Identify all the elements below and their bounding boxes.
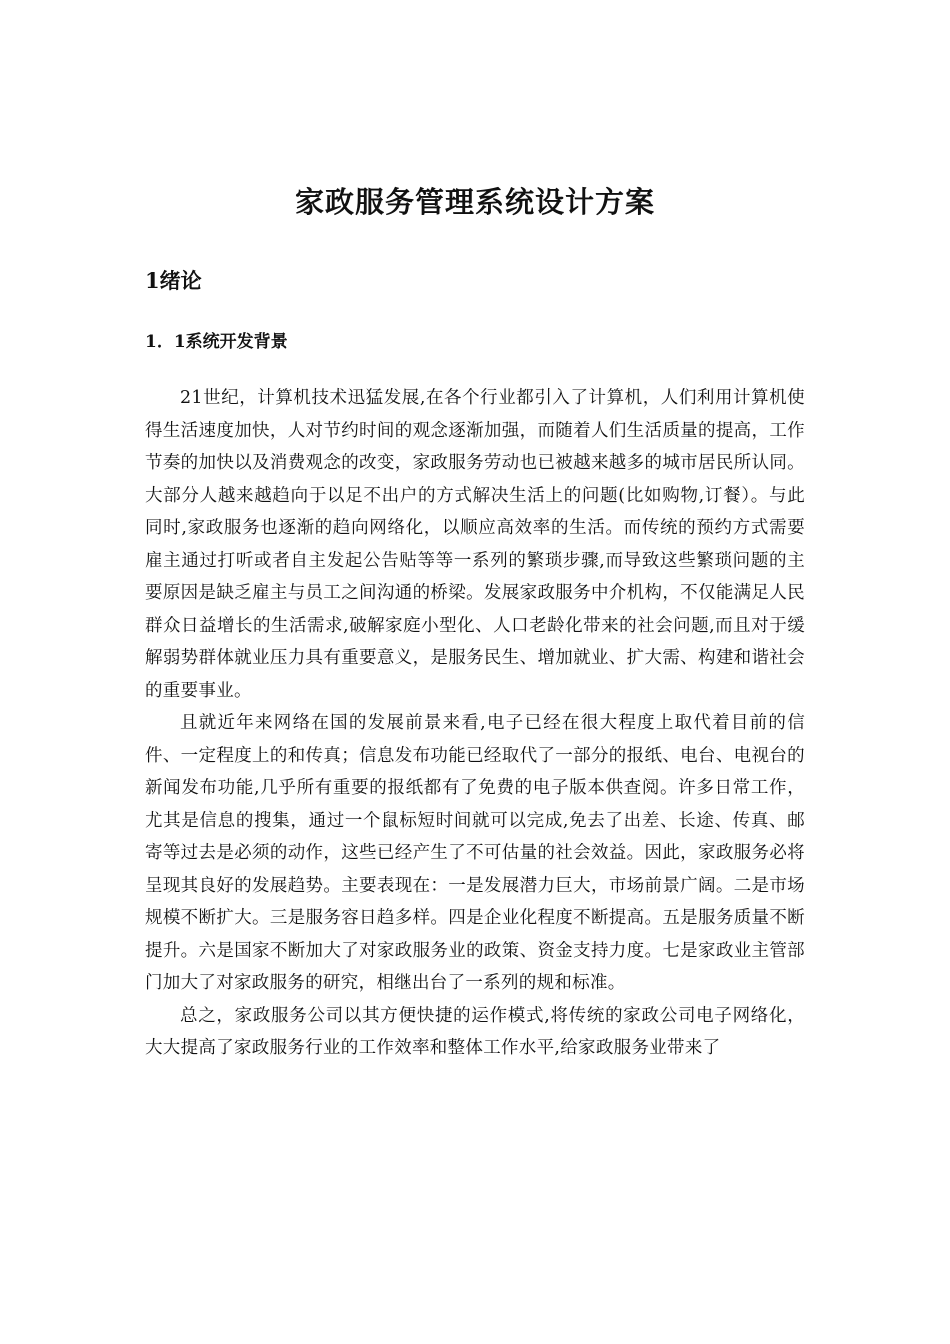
- paragraph: 且就近年来网络在国的发展前景来看,电子已经在很大程度上取代着目前的信件、一定程度上的和传真；信息发布功能已经取代了一部分的报纸、电台、电视台的新闻发布功能,几乎所有重要的报纸都有了免费的电子版本供查阅。许多日常工作，尤其是信息的搜集，通过一个鼠标短时间就可以完成,免去了出差、长途、传真、邮寄等过去是必须的动作，这些已经产生了不可估量的社会效益。因此，家政服务必将呈现其良好的发展趋势。主要表现在：一是发展潜力巨大，市场前景广阔。二是市场规模不断扩大。三是服务容日趋多样。四是企业化程度不断提高。五是服务质量不断提升。六是国家不断加大了对家政服务业的政策、资金支持力度。七是家政业主管部门加大了对家政服务的研究，相继出台了一系列的规和标准。: [145, 713, 805, 993]
- body-text: [145, 382, 805, 1065]
- section-heading: 1．1系统开发背景: [145, 332, 288, 352]
- chapter-heading: 1绪论: [145, 268, 202, 293]
- paragraph: 21世纪，计算机技术迅猛发展,在各个行业都引入了计算机，人们利用计算机使得生活速度加快，人对节约时间的观念逐渐加强，而随着人们生活质量的提高，工作节奏的加快以及消费观念的改变，家政服务劳动也已被越来越多的城市居民所认同。大部分人越来越趋向于以足不出户的方式解决生活上的问题(比如购物,订餐）。与此同时,家政服务也逐渐的趋向网络化，以顺应高效率的生活。而传统的预约方式需要雇主通过打听或者自主发起公告贴等等一系列的繁琐步骤,而导致这些繁琐问题的主要原因是缺乏雇主与员工之间沟通的桥梁。发展家政服务中介机构，不仅能满足人民群众日益增长的生活需求,破解家庭小型化、人口老龄化带来的社会问题,而且对于缓解弱势群体就业压力具有重要意义，是服务民生、增加就业、扩大需、构建和谐社会的重要事业。: [145, 388, 805, 701]
- document-title: 家政服务管理系统设计方案: [294, 185, 655, 219]
- paragraph: 总之，家政服务公司以其方便快捷的运作模式,将传统的家政公司电子网络化，大大提高了家政服务行业的工作效率和整体工作水平,给家政服务业带来了: [145, 1005, 805, 1058]
